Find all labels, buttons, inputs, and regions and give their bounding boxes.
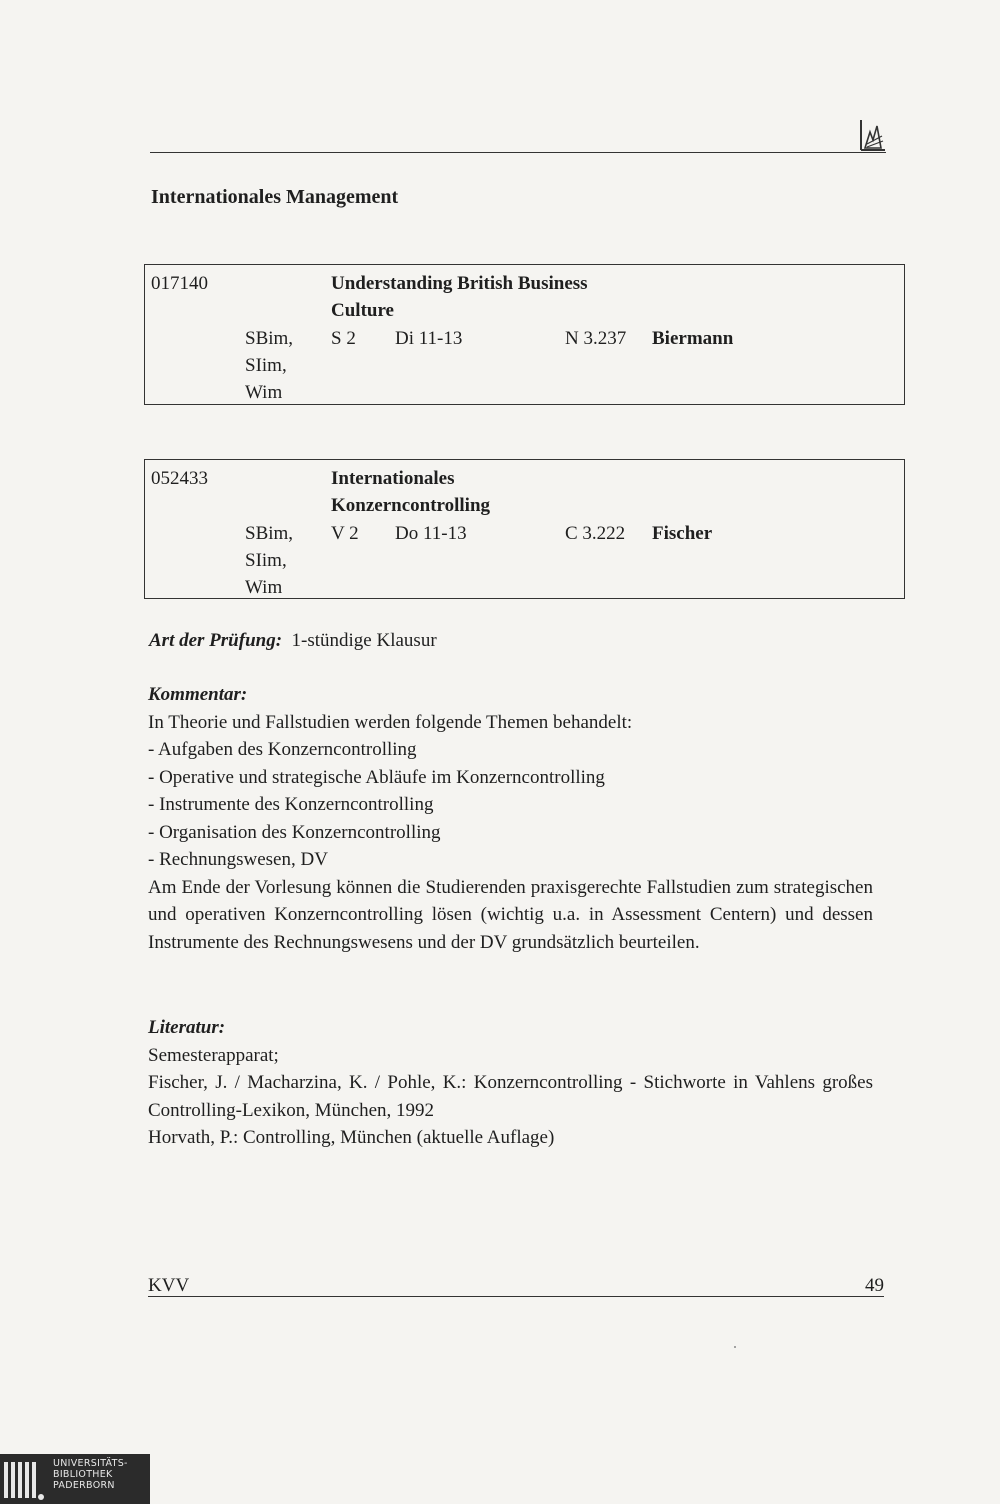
header-rule [150, 152, 886, 153]
course-number: 017140 [151, 273, 208, 294]
course-title-line: Understanding British Business [331, 273, 588, 294]
course-title [331, 270, 588, 324]
course-groups [245, 325, 293, 406]
course-group: SBim, [245, 523, 294, 544]
course-group: Wim [245, 382, 283, 403]
library-logo [0, 1454, 150, 1504]
footer-rule [148, 1296, 884, 1297]
exam-value: 1-stündige Klausur [291, 630, 437, 651]
library-logo-bars-icon [4, 1462, 36, 1498]
library-logo-text [53, 1458, 128, 1491]
course-group: SIim, [245, 550, 287, 571]
course-entry [144, 459, 905, 599]
literatur-entry: Semesterapparat; [148, 1044, 279, 1066]
course-room: N 3.237 [565, 328, 627, 349]
literatur-heading: Literatur: [148, 1017, 226, 1038]
kommentar-paragraph: Am Ende der Vorlesung können die Studierenden praxisgerechte Fallstudien zum strategischen und operativen Konzerncontrolling lösen (wichtig u.a. in Assessment Centern) und dessen Instrumente des Rechnungswesens und der DV grundsätzlich beurteilen. [148, 876, 873, 953]
course-title-line: Konzerncontrolling [331, 495, 491, 516]
kommentar-item: - Organisation des Konzerncontrolling [148, 821, 441, 843]
kommentar-intro: In Theorie und Fallstudien werden folgende Themen behandelt: [148, 711, 633, 733]
course-group: Wim [245, 577, 283, 598]
library-logo-line: BIBLIOTHEK [53, 1469, 113, 1480]
kommentar-item: - Aufgaben des Konzerncontrolling [148, 739, 417, 760]
course-instructor: Fischer [652, 523, 713, 544]
course-type: V 2 [331, 523, 359, 544]
scan-speck [734, 1346, 736, 1348]
course-title-line: Culture [331, 300, 394, 321]
course-time: Do 11-13 [395, 523, 467, 544]
literatur-section [148, 1014, 873, 1152]
kommentar-section [148, 681, 873, 956]
course-room: C 3.222 [565, 523, 626, 544]
course-groups [245, 520, 293, 601]
library-logo-line: UNIVERSITÄTS- [53, 1458, 128, 1469]
course-instructor: Biermann [652, 328, 734, 349]
course-number: 052433 [151, 468, 208, 489]
course-title [331, 465, 490, 519]
course-type: S 2 [331, 328, 356, 349]
literatur-entry: Fischer, J. / Macharzina, K. / Pohle, K.: Konzerncontrolling - Stichworte in Vahlens großes Controlling-Lexikon, München, 1992 [148, 1072, 873, 1121]
course-group: SIim, [245, 355, 287, 376]
kommentar-item: - Instrumente des Konzerncontrolling [148, 794, 434, 815]
library-logo-dot-icon [38, 1494, 44, 1500]
course-entry [144, 264, 905, 405]
section-title: Internationales Management [151, 186, 399, 208]
library-logo-line: PADERBORN [53, 1480, 115, 1491]
exam-label: Art der Prüfung: [149, 630, 283, 651]
kommentar-item: - Operative und strategische Abläufe im Konzerncontrolling [148, 766, 605, 788]
literatur-entry: Horvath, P.: Controlling, München (aktuelle Auflage) [148, 1127, 555, 1148]
exam-info [149, 630, 437, 652]
course-group: SBim, [245, 328, 294, 349]
course-title-line: Internationales [331, 468, 455, 489]
kommentar-item: - Rechnungswesen, DV [148, 849, 328, 870]
page-number: 49 [865, 1275, 884, 1296]
kommentar-heading: Kommentar: [148, 684, 248, 705]
publisher-logo-icon [858, 118, 886, 152]
footer-label: KVV [148, 1275, 190, 1296]
course-time: Di 11-13 [395, 328, 463, 349]
